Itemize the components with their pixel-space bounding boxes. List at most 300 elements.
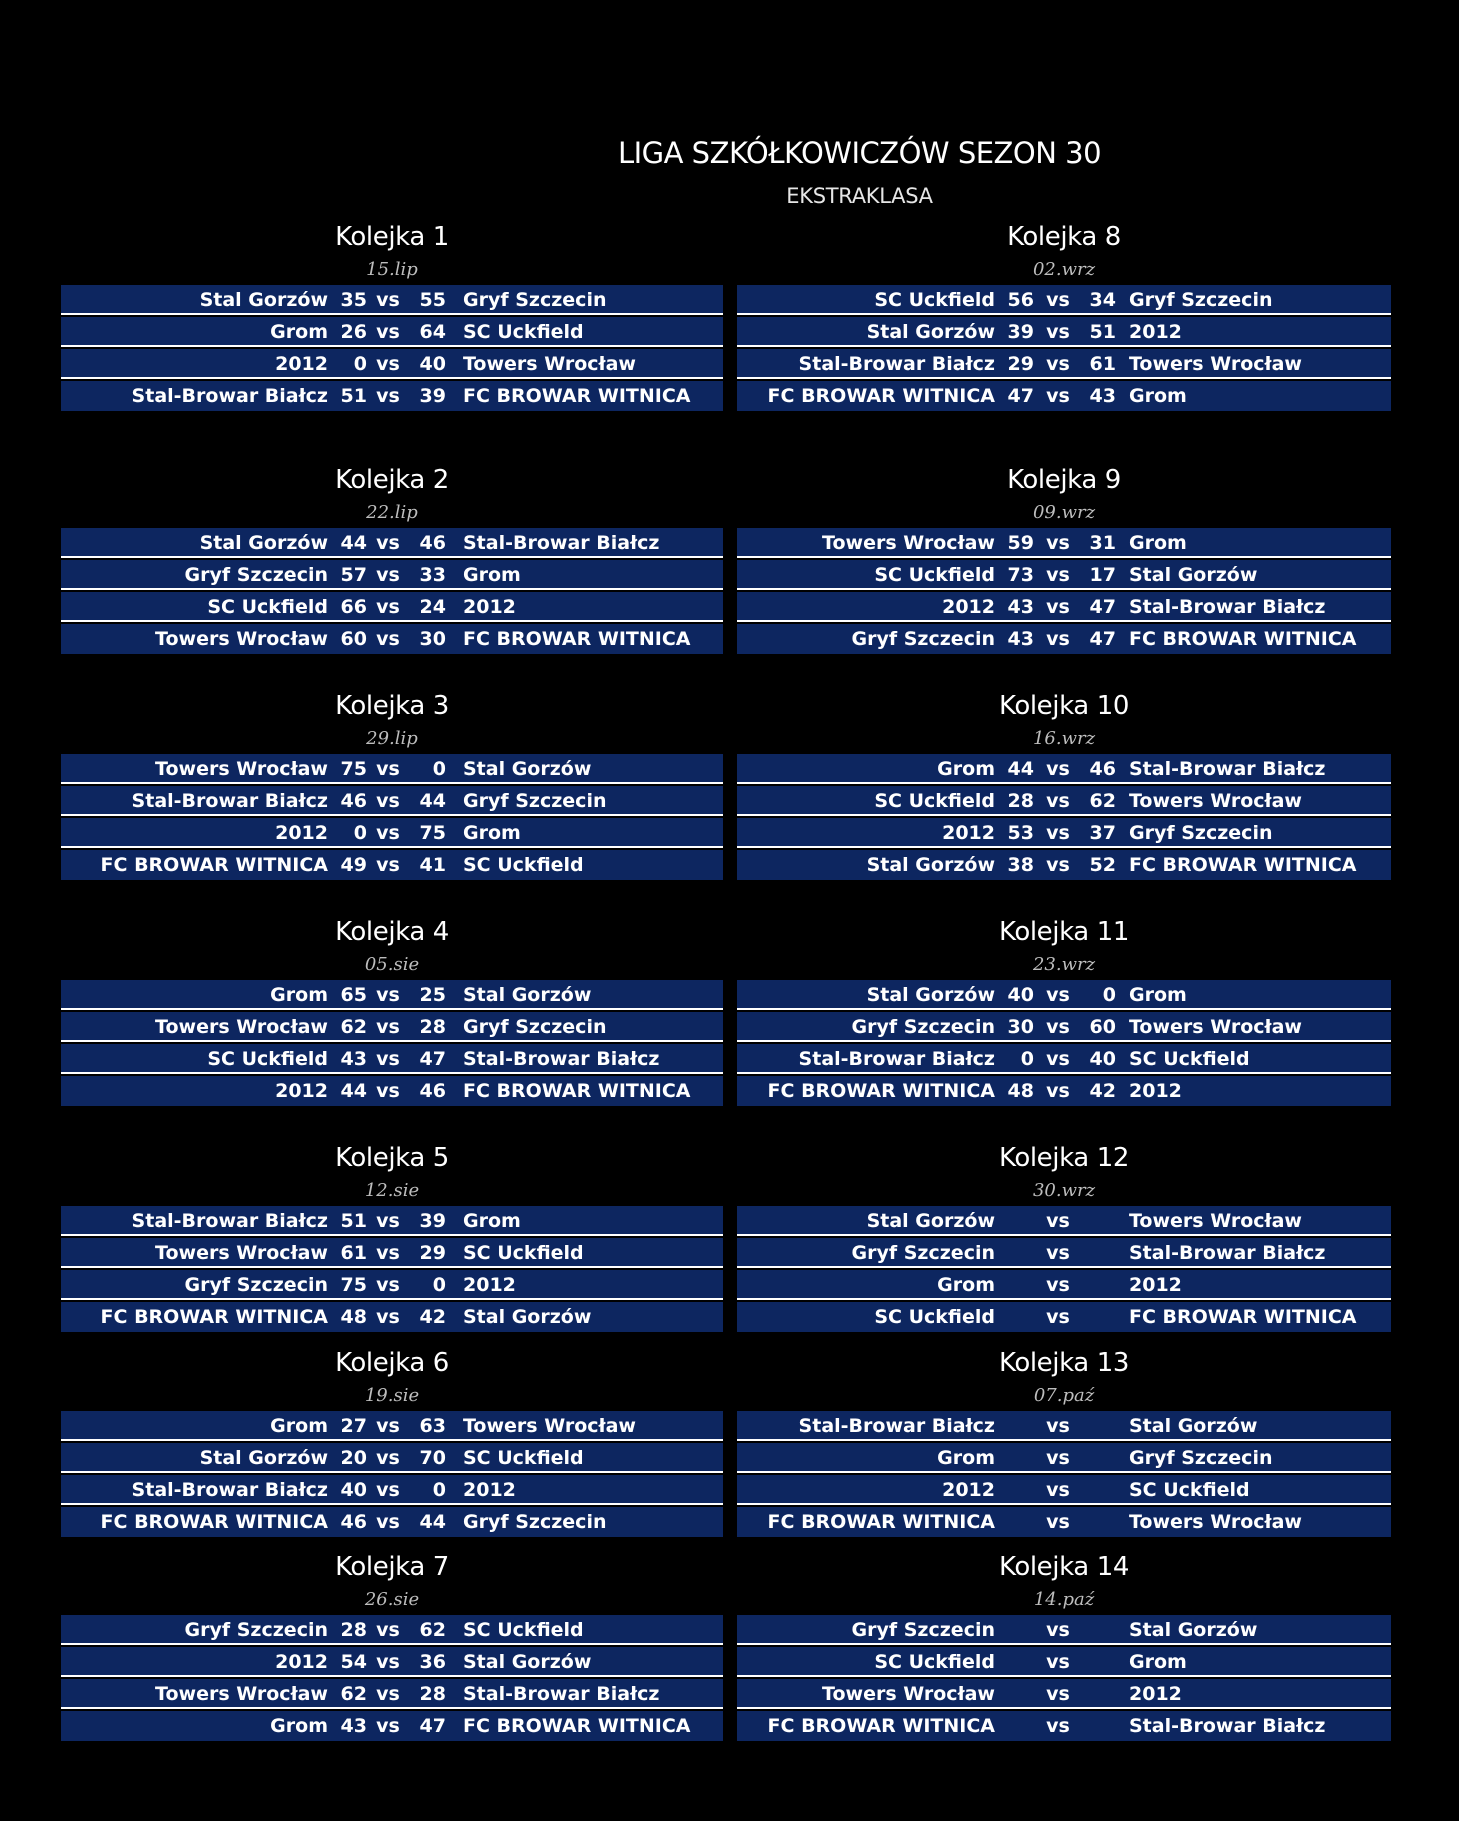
home-team: 2012: [275, 822, 328, 844]
match-row: [61, 1012, 723, 1042]
vs-label: vs: [1046, 1715, 1070, 1737]
away-team: Gryf Szczecin: [463, 790, 607, 812]
round-title: Kolejka 14: [999, 1552, 1129, 1582]
match-row: [61, 1475, 723, 1505]
match-row: [61, 285, 723, 315]
home-score: 40: [1007, 984, 1034, 1006]
vs-label: vs: [1046, 854, 1070, 876]
home-team: Grom: [270, 1415, 328, 1437]
home-score: 44: [340, 532, 367, 554]
round-date: 07.paź: [1033, 1385, 1095, 1406]
vs-label: vs: [376, 385, 400, 407]
match-row: [737, 1475, 1391, 1505]
away-team: Stal Gorzów: [463, 1651, 592, 1673]
match-row: [737, 1270, 1391, 1300]
match-row: [737, 1507, 1391, 1537]
away-team: Grom: [1129, 1651, 1187, 1673]
home-team: Grom: [937, 1274, 995, 1296]
vs-label: vs: [1046, 1274, 1070, 1296]
vs-label: vs: [1046, 353, 1070, 375]
vs-label: vs: [1046, 790, 1070, 812]
home-score: 48: [340, 1306, 367, 1328]
away-score: 61: [1089, 353, 1116, 375]
round-block: [61, 689, 723, 882]
match-row: [61, 624, 723, 654]
match-list: [61, 528, 723, 654]
away-score: 46: [419, 532, 446, 554]
home-team: FC BROWAR WITNICA: [100, 1306, 328, 1328]
match-row: [737, 1012, 1391, 1042]
home-team: SC Uckfield: [874, 790, 995, 812]
vs-label: vs: [376, 1242, 400, 1264]
vs-label: vs: [1046, 1242, 1070, 1264]
match-row: [737, 381, 1391, 411]
away-team: SC Uckfield: [1129, 1048, 1250, 1070]
home-team: Gryf Szczecin: [184, 1619, 328, 1641]
home-score: 43: [340, 1715, 367, 1737]
away-team: 2012: [1129, 1274, 1182, 1296]
vs-label: vs: [376, 628, 400, 650]
vs-label: vs: [376, 1511, 400, 1533]
home-team: Gryf Szczecin: [851, 1619, 995, 1641]
away-team: FC BROWAR WITNICA: [463, 628, 691, 650]
home-score: 35: [340, 289, 367, 311]
away-score: 41: [419, 854, 446, 876]
round-block: [61, 1550, 723, 1743]
home-team: Grom: [270, 321, 328, 343]
away-score: 0: [432, 758, 446, 780]
match-row: [737, 317, 1391, 347]
round-block: [737, 689, 1391, 882]
home-score: 60: [340, 628, 367, 650]
home-team: Stal-Browar Białcz: [131, 385, 328, 407]
vs-label: vs: [1046, 1651, 1070, 1673]
vs-label: vs: [376, 1048, 400, 1070]
home-team: SC Uckfield: [207, 596, 328, 618]
vs-label: vs: [376, 1619, 400, 1641]
away-team: Gryf Szczecin: [1129, 1447, 1273, 1469]
away-score: 25: [419, 984, 446, 1006]
vs-label: vs: [1046, 1048, 1070, 1070]
vs-label: vs: [1046, 385, 1070, 407]
away-team: 2012: [1129, 321, 1182, 343]
home-score: 46: [340, 1511, 367, 1533]
vs-label: vs: [1046, 1306, 1070, 1328]
home-team: FC BROWAR WITNICA: [100, 1511, 328, 1533]
away-team: FC BROWAR WITNICA: [463, 1715, 691, 1737]
vs-label: vs: [376, 596, 400, 618]
round-block: [737, 1346, 1391, 1539]
vs-label: vs: [1046, 1210, 1070, 1232]
vs-label: vs: [376, 1447, 400, 1469]
away-team: SC Uckfield: [463, 1242, 584, 1264]
home-team: Towers Wrocław: [822, 532, 995, 554]
match-row: [61, 592, 723, 622]
vs-label: vs: [1046, 532, 1070, 554]
home-team: Stal Gorzów: [866, 854, 995, 876]
match-row: [737, 1615, 1391, 1645]
home-team: Towers Wrocław: [822, 1683, 995, 1705]
match-list: [737, 285, 1391, 411]
match-row: [61, 786, 723, 816]
round-block: [737, 463, 1391, 656]
away-team: Grom: [463, 564, 521, 586]
round-date: 16.wrz: [1032, 728, 1096, 749]
home-team: Stal-Browar Białcz: [798, 353, 995, 375]
vs-label: vs: [376, 854, 400, 876]
round-title: Kolejka 5: [335, 1143, 449, 1173]
away-score: 55: [419, 289, 446, 311]
away-team: Towers Wrocław: [463, 1415, 636, 1437]
home-team: Gryf Szczecin: [851, 1242, 995, 1264]
round-title: Kolejka 3: [335, 691, 449, 721]
vs-label: vs: [1046, 289, 1070, 311]
home-score: 44: [340, 1080, 367, 1102]
match-row: [737, 980, 1391, 1010]
vs-label: vs: [1046, 564, 1070, 586]
away-team: Stal-Browar Białcz: [1129, 758, 1326, 780]
vs-label: vs: [1046, 1016, 1070, 1038]
match-list: [737, 754, 1391, 880]
home-score: 62: [340, 1016, 367, 1038]
home-score: 28: [1007, 790, 1034, 812]
vs-label: vs: [376, 532, 400, 554]
away-score: 43: [1089, 385, 1116, 407]
home-team: Grom: [937, 758, 995, 780]
home-score: 62: [340, 1683, 367, 1705]
home-score: 53: [1007, 822, 1034, 844]
match-list: [737, 980, 1391, 1106]
away-team: Towers Wrocław: [1129, 790, 1302, 812]
match-row: [737, 1411, 1391, 1441]
vs-label: vs: [1046, 1511, 1070, 1533]
away-score: 0: [1102, 984, 1116, 1006]
home-score: 44: [1007, 758, 1034, 780]
match-row: [61, 349, 723, 379]
vs-label: vs: [1046, 1479, 1070, 1501]
round-date: 15.lip: [366, 259, 418, 280]
vs-label: vs: [1046, 822, 1070, 844]
away-team: Stal Gorzów: [463, 758, 592, 780]
vs-label: vs: [376, 1016, 400, 1038]
home-team: 2012: [275, 1080, 328, 1102]
vs-label: vs: [1046, 1415, 1070, 1437]
match-row: [737, 349, 1391, 379]
match-row: [737, 818, 1391, 848]
match-list: [61, 754, 723, 880]
vs-label: vs: [376, 353, 400, 375]
vs-label: vs: [376, 1479, 400, 1501]
away-score: 17: [1089, 564, 1116, 586]
away-team: Stal Gorzów: [1129, 564, 1258, 586]
away-score: 62: [1089, 790, 1116, 812]
away-score: 0: [432, 1274, 446, 1296]
away-team: Towers Wrocław: [463, 353, 636, 375]
home-score: 49: [340, 854, 367, 876]
vs-label: vs: [376, 564, 400, 586]
away-score: 47: [419, 1715, 446, 1737]
vs-label: vs: [376, 1651, 400, 1673]
away-team: Grom: [1129, 385, 1187, 407]
home-team: FC BROWAR WITNICA: [767, 1511, 995, 1533]
match-row: [737, 592, 1391, 622]
home-team: SC Uckfield: [874, 564, 995, 586]
away-score: 28: [419, 1016, 446, 1038]
match-row: [61, 1615, 723, 1645]
vs-label: vs: [1046, 596, 1070, 618]
home-score: 75: [340, 758, 367, 780]
vs-label: vs: [1046, 1683, 1070, 1705]
home-team: Towers Wrocław: [155, 1016, 328, 1038]
away-score: 47: [1089, 628, 1116, 650]
away-score: 36: [419, 1651, 446, 1673]
match-row: [737, 1238, 1391, 1268]
home-team: SC Uckfield: [874, 1306, 995, 1328]
match-list: [61, 1615, 723, 1741]
away-score: 37: [1089, 822, 1116, 844]
round-title: Kolejka 10: [999, 691, 1129, 721]
vs-label: vs: [376, 1080, 400, 1102]
match-row: [61, 1238, 723, 1268]
home-score: 29: [1007, 353, 1034, 375]
vs-label: vs: [1046, 1619, 1070, 1641]
round-title: Kolejka 13: [999, 1348, 1129, 1378]
match-row: [61, 1443, 723, 1473]
round-block: [61, 220, 723, 413]
home-score: 51: [340, 385, 367, 407]
vs-label: vs: [376, 289, 400, 311]
match-row: [61, 1679, 723, 1709]
round-date: 05.sie: [364, 954, 420, 975]
away-score: 0: [432, 1479, 446, 1501]
away-score: 42: [1089, 1080, 1116, 1102]
home-score: 0: [353, 822, 367, 844]
away-score: 44: [419, 1511, 446, 1533]
vs-label: vs: [376, 758, 400, 780]
away-team: Gryf Szczecin: [463, 289, 607, 311]
away-team: FC BROWAR WITNICA: [1129, 854, 1357, 876]
home-score: 43: [1007, 596, 1034, 618]
round-block: [737, 220, 1391, 413]
home-team: 2012: [275, 353, 328, 375]
away-score: 39: [419, 1210, 446, 1232]
away-team: SC Uckfield: [463, 1447, 584, 1469]
match-list: [737, 1206, 1391, 1332]
round-title: Kolejka 7: [335, 1552, 449, 1582]
away-team: Stal-Browar Białcz: [1129, 596, 1326, 618]
home-score: 30: [1007, 1016, 1034, 1038]
home-score: 51: [340, 1210, 367, 1232]
match-row: [737, 1647, 1391, 1677]
home-score: 20: [340, 1447, 367, 1469]
home-team: Grom: [937, 1447, 995, 1469]
match-row: [61, 317, 723, 347]
away-team: 2012: [463, 1274, 516, 1296]
away-team: Stal Gorzów: [1129, 1619, 1258, 1641]
away-team: SC Uckfield: [463, 321, 584, 343]
home-team: Towers Wrocław: [155, 1242, 328, 1264]
vs-label: vs: [376, 790, 400, 812]
match-row: [737, 754, 1391, 784]
page-title: LIGA SZKÓŁKOWICZÓW SEZON 30: [617, 136, 1102, 170]
away-team: Towers Wrocław: [1129, 1511, 1302, 1533]
match-row: [61, 754, 723, 784]
round-block: [737, 1550, 1391, 1743]
home-score: 57: [340, 564, 367, 586]
away-team: Towers Wrocław: [1129, 1210, 1302, 1232]
match-row: [61, 1647, 723, 1677]
match-row: [737, 1076, 1391, 1106]
home-team: Stal Gorzów: [866, 321, 995, 343]
vs-label: vs: [376, 1715, 400, 1737]
home-team: Grom: [270, 984, 328, 1006]
round-title: Kolejka 4: [335, 917, 449, 947]
round-date: 26.sie: [364, 1589, 420, 1610]
away-team: SC Uckfield: [463, 1619, 584, 1641]
home-score: 27: [340, 1415, 367, 1437]
home-team: Gryf Szczecin: [184, 564, 328, 586]
away-score: 40: [1089, 1048, 1116, 1070]
match-list: [737, 1411, 1391, 1537]
away-team: Stal Gorzów: [463, 984, 592, 1006]
round-date: 02.wrz: [1032, 259, 1096, 280]
home-team: Gryf Szczecin: [851, 1016, 995, 1038]
match-row: [61, 1206, 723, 1236]
home-team: Stal-Browar Białcz: [131, 790, 328, 812]
match-row: [737, 528, 1391, 558]
home-team: Stal Gorzów: [199, 289, 328, 311]
away-team: Stal-Browar Białcz: [1129, 1242, 1326, 1264]
away-score: 70: [419, 1447, 446, 1469]
away-score: 31: [1089, 532, 1116, 554]
home-team: 2012: [942, 1479, 995, 1501]
away-score: 47: [1089, 596, 1116, 618]
away-team: Stal-Browar Białcz: [1129, 1715, 1326, 1737]
away-score: 63: [419, 1415, 446, 1437]
home-team: FC BROWAR WITNICA: [767, 1715, 995, 1737]
match-row: [61, 1507, 723, 1537]
home-team: 2012: [942, 822, 995, 844]
away-score: 51: [1089, 321, 1116, 343]
home-score: 47: [1007, 385, 1034, 407]
vs-label: vs: [376, 822, 400, 844]
away-score: 30: [419, 628, 446, 650]
round-date: 30.wrz: [1032, 1180, 1096, 1201]
away-team: 2012: [463, 596, 516, 618]
home-team: Stal Gorzów: [866, 984, 995, 1006]
home-team: FC BROWAR WITNICA: [767, 385, 995, 407]
away-score: 42: [419, 1306, 446, 1328]
match-row: [737, 624, 1391, 654]
away-team: 2012: [1129, 1080, 1182, 1102]
home-score: 26: [340, 321, 367, 343]
match-row: [61, 1044, 723, 1074]
vs-label: vs: [376, 984, 400, 1006]
round-block: [61, 463, 723, 656]
match-row: [61, 560, 723, 590]
away-score: 64: [419, 321, 446, 343]
round-title: Kolejka 1: [335, 222, 449, 252]
vs-label: vs: [376, 1683, 400, 1705]
match-row: [61, 818, 723, 848]
match-row: [737, 1302, 1391, 1332]
home-score: 39: [1007, 321, 1034, 343]
match-row: [61, 1711, 723, 1741]
home-score: 46: [340, 790, 367, 812]
home-score: 38: [1007, 854, 1034, 876]
round-date: 12.sie: [364, 1180, 420, 1201]
match-row: [61, 1411, 723, 1441]
home-team: 2012: [275, 1651, 328, 1673]
home-team: Grom: [270, 1715, 328, 1737]
home-score: 0: [1020, 1048, 1034, 1070]
vs-label: vs: [376, 1210, 400, 1232]
home-team: SC Uckfield: [874, 289, 995, 311]
match-row: [61, 1302, 723, 1332]
match-row: [61, 1270, 723, 1300]
home-team: Gryf Szczecin: [851, 628, 995, 650]
home-team: FC BROWAR WITNICA: [767, 1080, 995, 1102]
away-team: Stal-Browar Białcz: [463, 1683, 660, 1705]
away-team: Gryf Szczecin: [463, 1511, 607, 1533]
round-date: 22.lip: [366, 502, 418, 523]
away-score: 28: [419, 1683, 446, 1705]
home-team: Stal-Browar Białcz: [131, 1479, 328, 1501]
vs-label: vs: [376, 1274, 400, 1296]
home-team: SC Uckfield: [874, 1651, 995, 1673]
match-row: [737, 850, 1391, 880]
home-team: FC BROWAR WITNICA: [100, 854, 328, 876]
round-date: 19.sie: [364, 1385, 420, 1406]
home-score: 40: [340, 1479, 367, 1501]
away-team: FC BROWAR WITNICA: [463, 1080, 691, 1102]
home-score: 43: [340, 1048, 367, 1070]
home-score: 66: [340, 596, 367, 618]
vs-label: vs: [1046, 984, 1070, 1006]
match-row: [737, 560, 1391, 590]
away-team: Grom: [1129, 532, 1187, 554]
round-title: Kolejka 12: [999, 1143, 1129, 1173]
away-team: Stal-Browar Białcz: [463, 1048, 660, 1070]
round-date: 09.wrz: [1032, 502, 1096, 523]
home-team: Gryf Szczecin: [184, 1274, 328, 1296]
home-team: Towers Wrocław: [155, 1683, 328, 1705]
home-score: 0: [353, 353, 367, 375]
vs-label: vs: [1046, 758, 1070, 780]
away-score: 60: [1089, 1016, 1116, 1038]
match-row: [61, 1076, 723, 1106]
vs-label: vs: [1046, 1447, 1070, 1469]
away-score: 44: [419, 790, 446, 812]
away-score: 39: [419, 385, 446, 407]
round-date: 29.lip: [366, 728, 418, 749]
home-score: 28: [340, 1619, 367, 1641]
away-score: 75: [419, 822, 446, 844]
away-team: FC BROWAR WITNICA: [463, 385, 691, 407]
home-team: Towers Wrocław: [155, 758, 328, 780]
match-row: [61, 980, 723, 1010]
home-score: 48: [1007, 1080, 1034, 1102]
vs-label: vs: [376, 321, 400, 343]
away-score: 46: [419, 1080, 446, 1102]
away-team: Towers Wrocław: [1129, 1016, 1302, 1038]
match-row: [61, 381, 723, 411]
away-score: 62: [419, 1619, 446, 1641]
away-team: Grom: [463, 1210, 521, 1232]
league-subtitle: EKSTRAKLASA: [786, 184, 933, 208]
away-team: Stal-Browar Białcz: [463, 532, 660, 554]
away-team: SC Uckfield: [463, 854, 584, 876]
